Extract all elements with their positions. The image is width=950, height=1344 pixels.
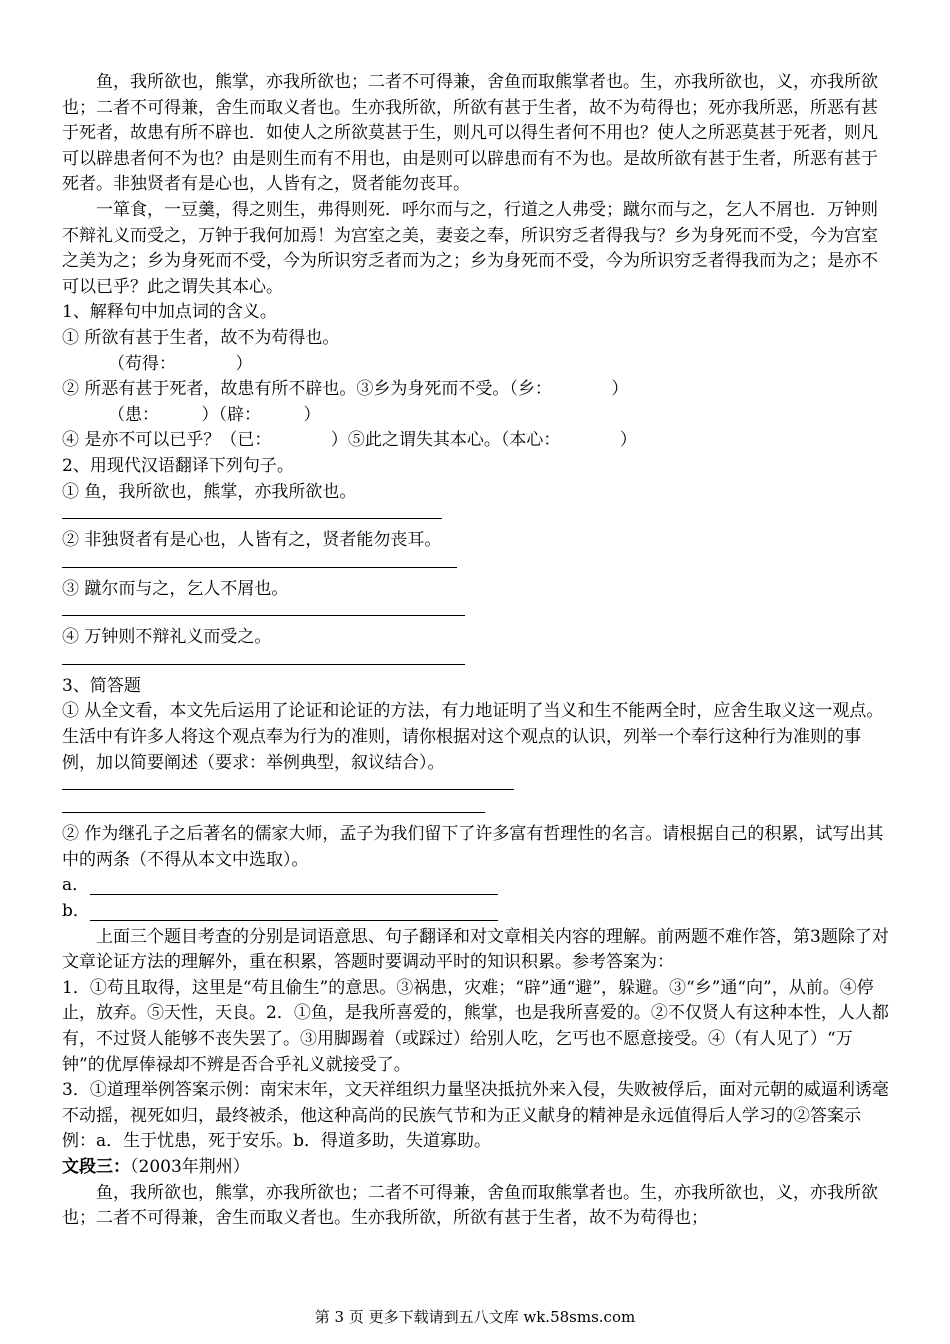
answers-paragraph-2: 3．①道理举例答案示例：南宋末年，文天祥组织力量坚决抵抗外来入侵，失败被俘后，面对元朝的威逼利诱毫不动摇，视死如归，最终被杀，他这种高尚的民族气节和为正义献身的精神是永远值得后人学习的②答案示例：a．生于忧患，死于安乐。b．得道多助，失道寡助。 bbox=[62, 1080, 889, 1152]
q1-line-4: （患： ）（辟： ） bbox=[108, 404, 321, 425]
section3-heading bbox=[62, 1155, 894, 1181]
q1-title: 1、解释句中加点词的含义。 bbox=[62, 302, 277, 323]
section3-text: 鱼，我所欲也，熊掌，亦我所欲也；二者不可得兼，舍鱼而取熊掌者也。生，亦我所欲也，义，亦我所欲也；二者不可得兼，舍生而取义者也。生亦我所欲，所欲有甚于生者，故不为苟得也； bbox=[62, 1182, 878, 1229]
analysis-paragraph: 上面三个题目考查的分别是词语意思、句子翻译和对文章相关内容的理解。前两题不难作答，第3题除了对文章论证方法的理解外，重在积累，答题时要调动平时的知识积累。参考答案为： bbox=[62, 926, 889, 973]
q1-line-3: ② 所恶有甚于死者，故患有所不辟也。③乡为身死而不受。（乡： ） bbox=[62, 379, 629, 400]
q3-item-2: ② 作为继孔子之后著名的儒家大师，孟子为我们留下了许多富有哲理性的名言。请根据自己的积累，试写出其中的两条（不得从本文中选取）。 bbox=[62, 824, 884, 870]
q1-line-1: ① 所欲有甚于生者，故不为苟得也。 bbox=[62, 327, 340, 348]
section3-title: 文段三： bbox=[62, 1156, 130, 1177]
answer-line[interactable] bbox=[62, 505, 442, 519]
q3-title: 3、简答题 bbox=[62, 675, 141, 696]
q1-line-5: ④ 是亦不可以已乎？（已： ）⑤此之谓失其本心。（本心： ） bbox=[62, 430, 637, 451]
q2-title: 2、用现代汉语翻译下列句子。 bbox=[62, 455, 294, 476]
q2-item-3: ③ 蹴尔而与之，乞人不屑也。 bbox=[62, 578, 289, 599]
q2-item-4: ④ 万钟则不辩礼义而受之。 bbox=[62, 627, 272, 648]
answers-paragraph-1: 1．①苟且取得，这里是“苟且偷生”的意思。③祸患，灾难；“辟”通“避”，躲避。③“乡”通“向”，从前。④停止，放弃。⑤天性，天良。2．①鱼，是我所喜爱的，熊掌，也是我所喜爱的。②不仅贤人有这种本性，人人都有，不过贤人能够不丧失罢了。③用脚踢着（或踩过）给别人吃，乞丐也不愿意接受。④（有人见了）“万钟”的优厚俸禄却不辨是否合乎礼义就接受了。 bbox=[62, 977, 889, 1075]
q1-line-2: （苟得： ） bbox=[108, 353, 253, 374]
answer-line[interactable] bbox=[62, 776, 514, 790]
document-page bbox=[62, 70, 894, 1232]
answer-label-a: a． bbox=[62, 875, 90, 896]
q2-item-1: ① 鱼，我所欲也，熊掌，亦我所欲也。 bbox=[62, 481, 357, 502]
passage-paragraph-2: 一箪食，一豆羹，得之则生，弗得则死．呼尔而与之，行道之人弗受；蹴尔而与之，乞人不屑也．万钟则不辩礼义而受之，万钟于我何加焉！为宫室之美，妻妾之奉，所识穷乏者得我与？乡为身死而不受，今为宫室之美为之；乡为身死而不受，今为所识穷乏者而为之；乡为身死而不受，今为所识穷乏者得我而为之；是亦不可以已乎？此之谓失其本心。 bbox=[62, 199, 878, 297]
q2-item-2: ② 非独贤者有是心也，人皆有之，贤者能勿丧耳。 bbox=[62, 530, 442, 551]
answer-label-b: b． bbox=[62, 901, 90, 922]
answer-row-b bbox=[62, 899, 894, 925]
answer-row-a bbox=[62, 873, 894, 899]
answer-line[interactable] bbox=[62, 554, 457, 568]
answer-line-a[interactable] bbox=[90, 876, 498, 895]
page-footer: 第 3 页 更多下载请到五八文库 wk.58sms.com bbox=[314, 1308, 636, 1326]
answer-line-b[interactable] bbox=[90, 902, 498, 921]
answer-line[interactable] bbox=[62, 602, 465, 616]
section3-source: （2003年荆州） bbox=[130, 1156, 250, 1177]
q3-item-1: ① 从全文看，本文先后运用了论证和论证的方法，有力地证明了当义和生不能两全时，应舍生取义这一观点。生活中有许多人将这个观点奉为行为的准则，请你根据对这个观点的认识，列举一个奉行这种行为准则的事例，加以简要阐述（要求：举例典型，叙议结合）。 bbox=[62, 701, 884, 773]
answer-line[interactable] bbox=[62, 799, 485, 813]
answer-line[interactable] bbox=[62, 651, 465, 665]
passage-paragraph-1: 鱼，我所欲也，熊掌，亦我所欲也；二者不可得兼，舍鱼而取熊掌者也。生，亦我所欲也，义，亦我所欲也；二者不可得兼，舍生而取义者也。生亦我所欲，所欲有甚于生者，故不为苟得也；死亦我所恶，所恶有甚于死者，故患有所不辟也．如使人之所欲莫甚于生，则凡可以得生者何不用也？使人之所恶莫甚于死者，则凡可以辟患者何不为也？由是则生而有不用也，由是则可以辟患而有不为也。是故所欲有甚于生者，所恶有甚于死者。非独贤者有是心也，人皆有之，贤者能勿丧耳。 bbox=[62, 72, 878, 195]
